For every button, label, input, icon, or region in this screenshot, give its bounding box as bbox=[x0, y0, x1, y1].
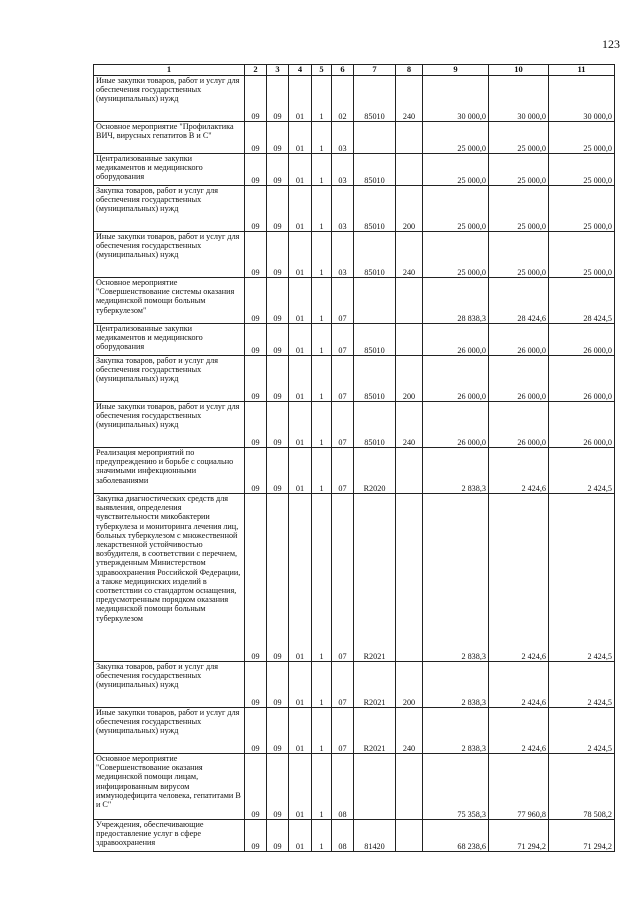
cell-amount-year1: 26 000,0 bbox=[423, 356, 489, 402]
cell-subsection: 09 bbox=[267, 122, 289, 154]
cell-event: 07 bbox=[332, 708, 354, 754]
cell-section: 09 bbox=[245, 708, 267, 754]
cell-event: 07 bbox=[332, 494, 354, 662]
cell-event: 07 bbox=[332, 324, 354, 356]
cell-program: 01 bbox=[289, 154, 312, 186]
cell-amount-year1: 2 838,3 bbox=[423, 708, 489, 754]
cell-expense-type bbox=[396, 494, 423, 662]
cell-section: 09 bbox=[245, 494, 267, 662]
cell-amount-year2: 25 000,0 bbox=[489, 186, 549, 232]
cell-amount-year2: 26 000,0 bbox=[489, 324, 549, 356]
cell-subsection: 09 bbox=[267, 494, 289, 662]
cell-event: 03 bbox=[332, 186, 354, 232]
cell-section: 09 bbox=[245, 356, 267, 402]
cell-subprogram: 1 bbox=[312, 708, 332, 754]
cell-program: 01 bbox=[289, 76, 312, 122]
row-name: Централизованные закупки медикаментов и медицинского оборудования bbox=[94, 324, 245, 356]
cell-program: 01 bbox=[289, 448, 312, 494]
row-name: Основное мероприятие "Профилактика ВИЧ, вирусных гепатитов В и С" bbox=[94, 122, 245, 154]
cell-amount-year3: 26 000,0 bbox=[549, 324, 615, 356]
cell-section: 09 bbox=[245, 122, 267, 154]
cell-amount-year1: 2 838,3 bbox=[423, 662, 489, 708]
cell-program: 01 bbox=[289, 278, 312, 324]
cell-program: 01 bbox=[289, 324, 312, 356]
table-row bbox=[94, 186, 615, 232]
cell-direction: 85010 bbox=[354, 356, 396, 402]
cell-expense-type: 240 bbox=[396, 232, 423, 278]
table-row bbox=[94, 754, 615, 820]
cell-direction: R2021 bbox=[354, 708, 396, 754]
cell-program: 01 bbox=[289, 494, 312, 662]
cell-expense-type bbox=[396, 754, 423, 820]
row-name: Основное мероприятие "Совершенствование оказания медицинской помощи лицам, инфицированным вирусом иммунодефицита человека, гепатитами В и С" bbox=[94, 754, 245, 820]
cell-subprogram: 1 bbox=[312, 820, 332, 852]
table-row bbox=[94, 122, 615, 154]
cell-amount-year1: 30 000,0 bbox=[423, 76, 489, 122]
row-name: Иные закупки товаров, работ и услуг для обеспечения государственных (муниципальных) нужд bbox=[94, 76, 245, 122]
cell-amount-year2: 71 294,2 bbox=[489, 820, 549, 852]
cell-amount-year1: 25 000,0 bbox=[423, 186, 489, 232]
cell-amount-year2: 28 424,6 bbox=[489, 278, 549, 324]
cell-amount-year1: 2 838,3 bbox=[423, 448, 489, 494]
cell-subprogram: 1 bbox=[312, 278, 332, 324]
cell-event: 07 bbox=[332, 402, 354, 448]
row-name: Иные закупки товаров, работ и услуг для обеспечения государственных (муниципальных) нужд bbox=[94, 402, 245, 448]
cell-amount-year1: 25 000,0 bbox=[423, 154, 489, 186]
header-row bbox=[94, 65, 615, 76]
cell-amount-year2: 30 000,0 bbox=[489, 76, 549, 122]
cell-amount-year1: 2 838,3 bbox=[423, 494, 489, 662]
cell-expense-type bbox=[396, 278, 423, 324]
cell-subsection: 09 bbox=[267, 662, 289, 708]
row-name: Закупка диагностических средств для выявления, определения чувствительности микобактерии туберкулеза и мониторинга лечения лиц, больных туберкулезом с множественной лекарственной устойчивостью возбудителя, в соответствии с перечнем, утвержденным Министерством здравоохранения Российской Федерации, а также медицинских изделий в соответствии со стандартом оснащения, предусмотренным порядком оказания медицинской помощи больным туберкулезом bbox=[94, 494, 245, 662]
column-header: 4 bbox=[289, 65, 312, 76]
cell-amount-year3: 25 000,0 bbox=[549, 122, 615, 154]
cell-amount-year3: 26 000,0 bbox=[549, 402, 615, 448]
cell-subprogram: 1 bbox=[312, 356, 332, 402]
row-name: Централизованные закупки медикаментов и медицинского оборудования bbox=[94, 154, 245, 186]
table-row bbox=[94, 494, 615, 662]
cell-amount-year2: 25 000,0 bbox=[489, 122, 549, 154]
cell-subsection: 09 bbox=[267, 232, 289, 278]
cell-direction: 85010 bbox=[354, 186, 396, 232]
cell-subsection: 09 bbox=[267, 356, 289, 402]
row-name: Иные закупки товаров, работ и услуг для обеспечения государственных (муниципальных) нужд bbox=[94, 708, 245, 754]
cell-program: 01 bbox=[289, 708, 312, 754]
cell-expense-type bbox=[396, 448, 423, 494]
cell-direction: 85010 bbox=[354, 232, 396, 278]
cell-subprogram: 1 bbox=[312, 324, 332, 356]
cell-section: 09 bbox=[245, 278, 267, 324]
row-name: Закупка товаров, работ и услуг для обеспечения государственных (муниципальных) нужд bbox=[94, 186, 245, 232]
cell-subsection: 09 bbox=[267, 448, 289, 494]
cell-expense-type bbox=[396, 324, 423, 356]
cell-direction: 85010 bbox=[354, 76, 396, 122]
table-row bbox=[94, 820, 615, 852]
cell-event: 08 bbox=[332, 754, 354, 820]
cell-amount-year1: 28 838,3 bbox=[423, 278, 489, 324]
cell-event: 07 bbox=[332, 448, 354, 494]
cell-amount-year3: 2 424,5 bbox=[549, 448, 615, 494]
cell-amount-year3: 2 424,5 bbox=[549, 494, 615, 662]
cell-section: 09 bbox=[245, 402, 267, 448]
cell-amount-year1: 25 000,0 bbox=[423, 122, 489, 154]
cell-program: 01 bbox=[289, 754, 312, 820]
cell-amount-year2: 25 000,0 bbox=[489, 154, 549, 186]
cell-amount-year2: 2 424,6 bbox=[489, 448, 549, 494]
cell-subprogram: 1 bbox=[312, 402, 332, 448]
cell-event: 02 bbox=[332, 76, 354, 122]
cell-event: 08 bbox=[332, 820, 354, 852]
cell-expense-type: 240 bbox=[396, 402, 423, 448]
table-row bbox=[94, 76, 615, 122]
cell-direction bbox=[354, 278, 396, 324]
row-name: Иные закупки товаров, работ и услуг для обеспечения государственных (муниципальных) нужд bbox=[94, 232, 245, 278]
cell-amount-year3: 25 000,0 bbox=[549, 186, 615, 232]
cell-program: 01 bbox=[289, 662, 312, 708]
cell-direction: R2021 bbox=[354, 494, 396, 662]
cell-direction: R2020 bbox=[354, 448, 396, 494]
cell-direction: 81420 bbox=[354, 820, 396, 852]
cell-amount-year2: 25 000,0 bbox=[489, 232, 549, 278]
cell-program: 01 bbox=[289, 232, 312, 278]
cell-event: 03 bbox=[332, 122, 354, 154]
table-row bbox=[94, 154, 615, 186]
cell-amount-year2: 77 960,8 bbox=[489, 754, 549, 820]
table-row bbox=[94, 402, 615, 448]
cell-event: 07 bbox=[332, 662, 354, 708]
cell-section: 09 bbox=[245, 324, 267, 356]
cell-amount-year3: 71 294,2 bbox=[549, 820, 615, 852]
cell-amount-year2: 2 424,6 bbox=[489, 708, 549, 754]
row-name: Закупка товаров, работ и услуг для обеспечения государственных (муниципальных) нужд bbox=[94, 662, 245, 708]
cell-amount-year3: 25 000,0 bbox=[549, 154, 615, 186]
budget-table bbox=[93, 64, 615, 852]
cell-expense-type bbox=[396, 820, 423, 852]
cell-subprogram: 1 bbox=[312, 154, 332, 186]
cell-subprogram: 1 bbox=[312, 76, 332, 122]
cell-expense-type: 200 bbox=[396, 356, 423, 402]
cell-amount-year2: 26 000,0 bbox=[489, 356, 549, 402]
cell-amount-year2: 2 424,6 bbox=[489, 494, 549, 662]
cell-subsection: 09 bbox=[267, 278, 289, 324]
table-row bbox=[94, 324, 615, 356]
cell-subsection: 09 bbox=[267, 708, 289, 754]
column-header: 10 bbox=[489, 65, 549, 76]
cell-subprogram: 1 bbox=[312, 186, 332, 232]
cell-subprogram: 1 bbox=[312, 122, 332, 154]
cell-direction: 85010 bbox=[354, 154, 396, 186]
cell-event: 07 bbox=[332, 278, 354, 324]
cell-section: 09 bbox=[245, 448, 267, 494]
column-header: 11 bbox=[549, 65, 615, 76]
cell-event: 03 bbox=[332, 232, 354, 278]
cell-subsection: 09 bbox=[267, 324, 289, 356]
cell-amount-year2: 26 000,0 bbox=[489, 402, 549, 448]
cell-expense-type: 240 bbox=[396, 76, 423, 122]
column-header: 7 bbox=[354, 65, 396, 76]
cell-amount-year2: 2 424,6 bbox=[489, 662, 549, 708]
cell-section: 09 bbox=[245, 232, 267, 278]
cell-section: 09 bbox=[245, 186, 267, 232]
cell-direction: 85010 bbox=[354, 402, 396, 448]
cell-subsection: 09 bbox=[267, 820, 289, 852]
cell-subsection: 09 bbox=[267, 186, 289, 232]
cell-subprogram: 1 bbox=[312, 448, 332, 494]
cell-program: 01 bbox=[289, 402, 312, 448]
column-header: 5 bbox=[312, 65, 332, 76]
cell-amount-year3: 26 000,0 bbox=[549, 356, 615, 402]
table-row bbox=[94, 708, 615, 754]
table-row bbox=[94, 662, 615, 708]
cell-event: 03 bbox=[332, 154, 354, 186]
cell-section: 09 bbox=[245, 154, 267, 186]
cell-subsection: 09 bbox=[267, 154, 289, 186]
cell-expense-type bbox=[396, 122, 423, 154]
cell-section: 09 bbox=[245, 820, 267, 852]
table-row bbox=[94, 448, 615, 494]
column-header: 8 bbox=[396, 65, 423, 76]
cell-amount-year3: 30 000,0 bbox=[549, 76, 615, 122]
page-number: 123 bbox=[602, 37, 620, 51]
cell-section: 09 bbox=[245, 76, 267, 122]
cell-subprogram: 1 bbox=[312, 494, 332, 662]
table-row bbox=[94, 232, 615, 278]
cell-subsection: 09 bbox=[267, 76, 289, 122]
cell-amount-year1: 26 000,0 bbox=[423, 402, 489, 448]
cell-amount-year1: 25 000,0 bbox=[423, 232, 489, 278]
row-name: Реализация мероприятий по предупреждению и борьбе с социально значимыми инфекционными заболеваниями bbox=[94, 448, 245, 494]
cell-program: 01 bbox=[289, 186, 312, 232]
cell-amount-year3: 25 000,0 bbox=[549, 232, 615, 278]
cell-expense-type: 240 bbox=[396, 708, 423, 754]
cell-expense-type bbox=[396, 154, 423, 186]
cell-program: 01 bbox=[289, 356, 312, 402]
cell-amount-year3: 78 508,2 bbox=[549, 754, 615, 820]
cell-subprogram: 1 bbox=[312, 662, 332, 708]
cell-expense-type: 200 bbox=[396, 662, 423, 708]
cell-direction bbox=[354, 122, 396, 154]
cell-subprogram: 1 bbox=[312, 754, 332, 820]
column-header: 2 bbox=[245, 65, 267, 76]
cell-amount-year1: 75 358,3 bbox=[423, 754, 489, 820]
cell-amount-year1: 26 000,0 bbox=[423, 324, 489, 356]
column-header: 1 bbox=[94, 65, 245, 76]
cell-amount-year3: 2 424,5 bbox=[549, 662, 615, 708]
cell-event: 07 bbox=[332, 356, 354, 402]
column-header: 9 bbox=[423, 65, 489, 76]
column-header: 3 bbox=[267, 65, 289, 76]
cell-subsection: 09 bbox=[267, 754, 289, 820]
row-name: Учреждения, обеспечивающие предоставление услуг в сфере здравоохранения bbox=[94, 820, 245, 852]
cell-direction: R2021 bbox=[354, 662, 396, 708]
table-row bbox=[94, 278, 615, 324]
column-header: 6 bbox=[332, 65, 354, 76]
cell-section: 09 bbox=[245, 754, 267, 820]
cell-expense-type: 200 bbox=[396, 186, 423, 232]
cell-section: 09 bbox=[245, 662, 267, 708]
cell-direction bbox=[354, 754, 396, 820]
cell-amount-year1: 68 238,6 bbox=[423, 820, 489, 852]
cell-direction: 85010 bbox=[354, 324, 396, 356]
cell-amount-year3: 28 424,5 bbox=[549, 278, 615, 324]
cell-subprogram: 1 bbox=[312, 232, 332, 278]
table-row bbox=[94, 356, 615, 402]
cell-subsection: 09 bbox=[267, 402, 289, 448]
row-name: Закупка товаров, работ и услуг для обеспечения государственных (муниципальных) нужд bbox=[94, 356, 245, 402]
cell-program: 01 bbox=[289, 820, 312, 852]
cell-program: 01 bbox=[289, 122, 312, 154]
cell-amount-year3: 2 424,5 bbox=[549, 708, 615, 754]
row-name: Основное мероприятие "Совершенствование системы оказания медицинской помощи больным туберкулезом" bbox=[94, 278, 245, 324]
